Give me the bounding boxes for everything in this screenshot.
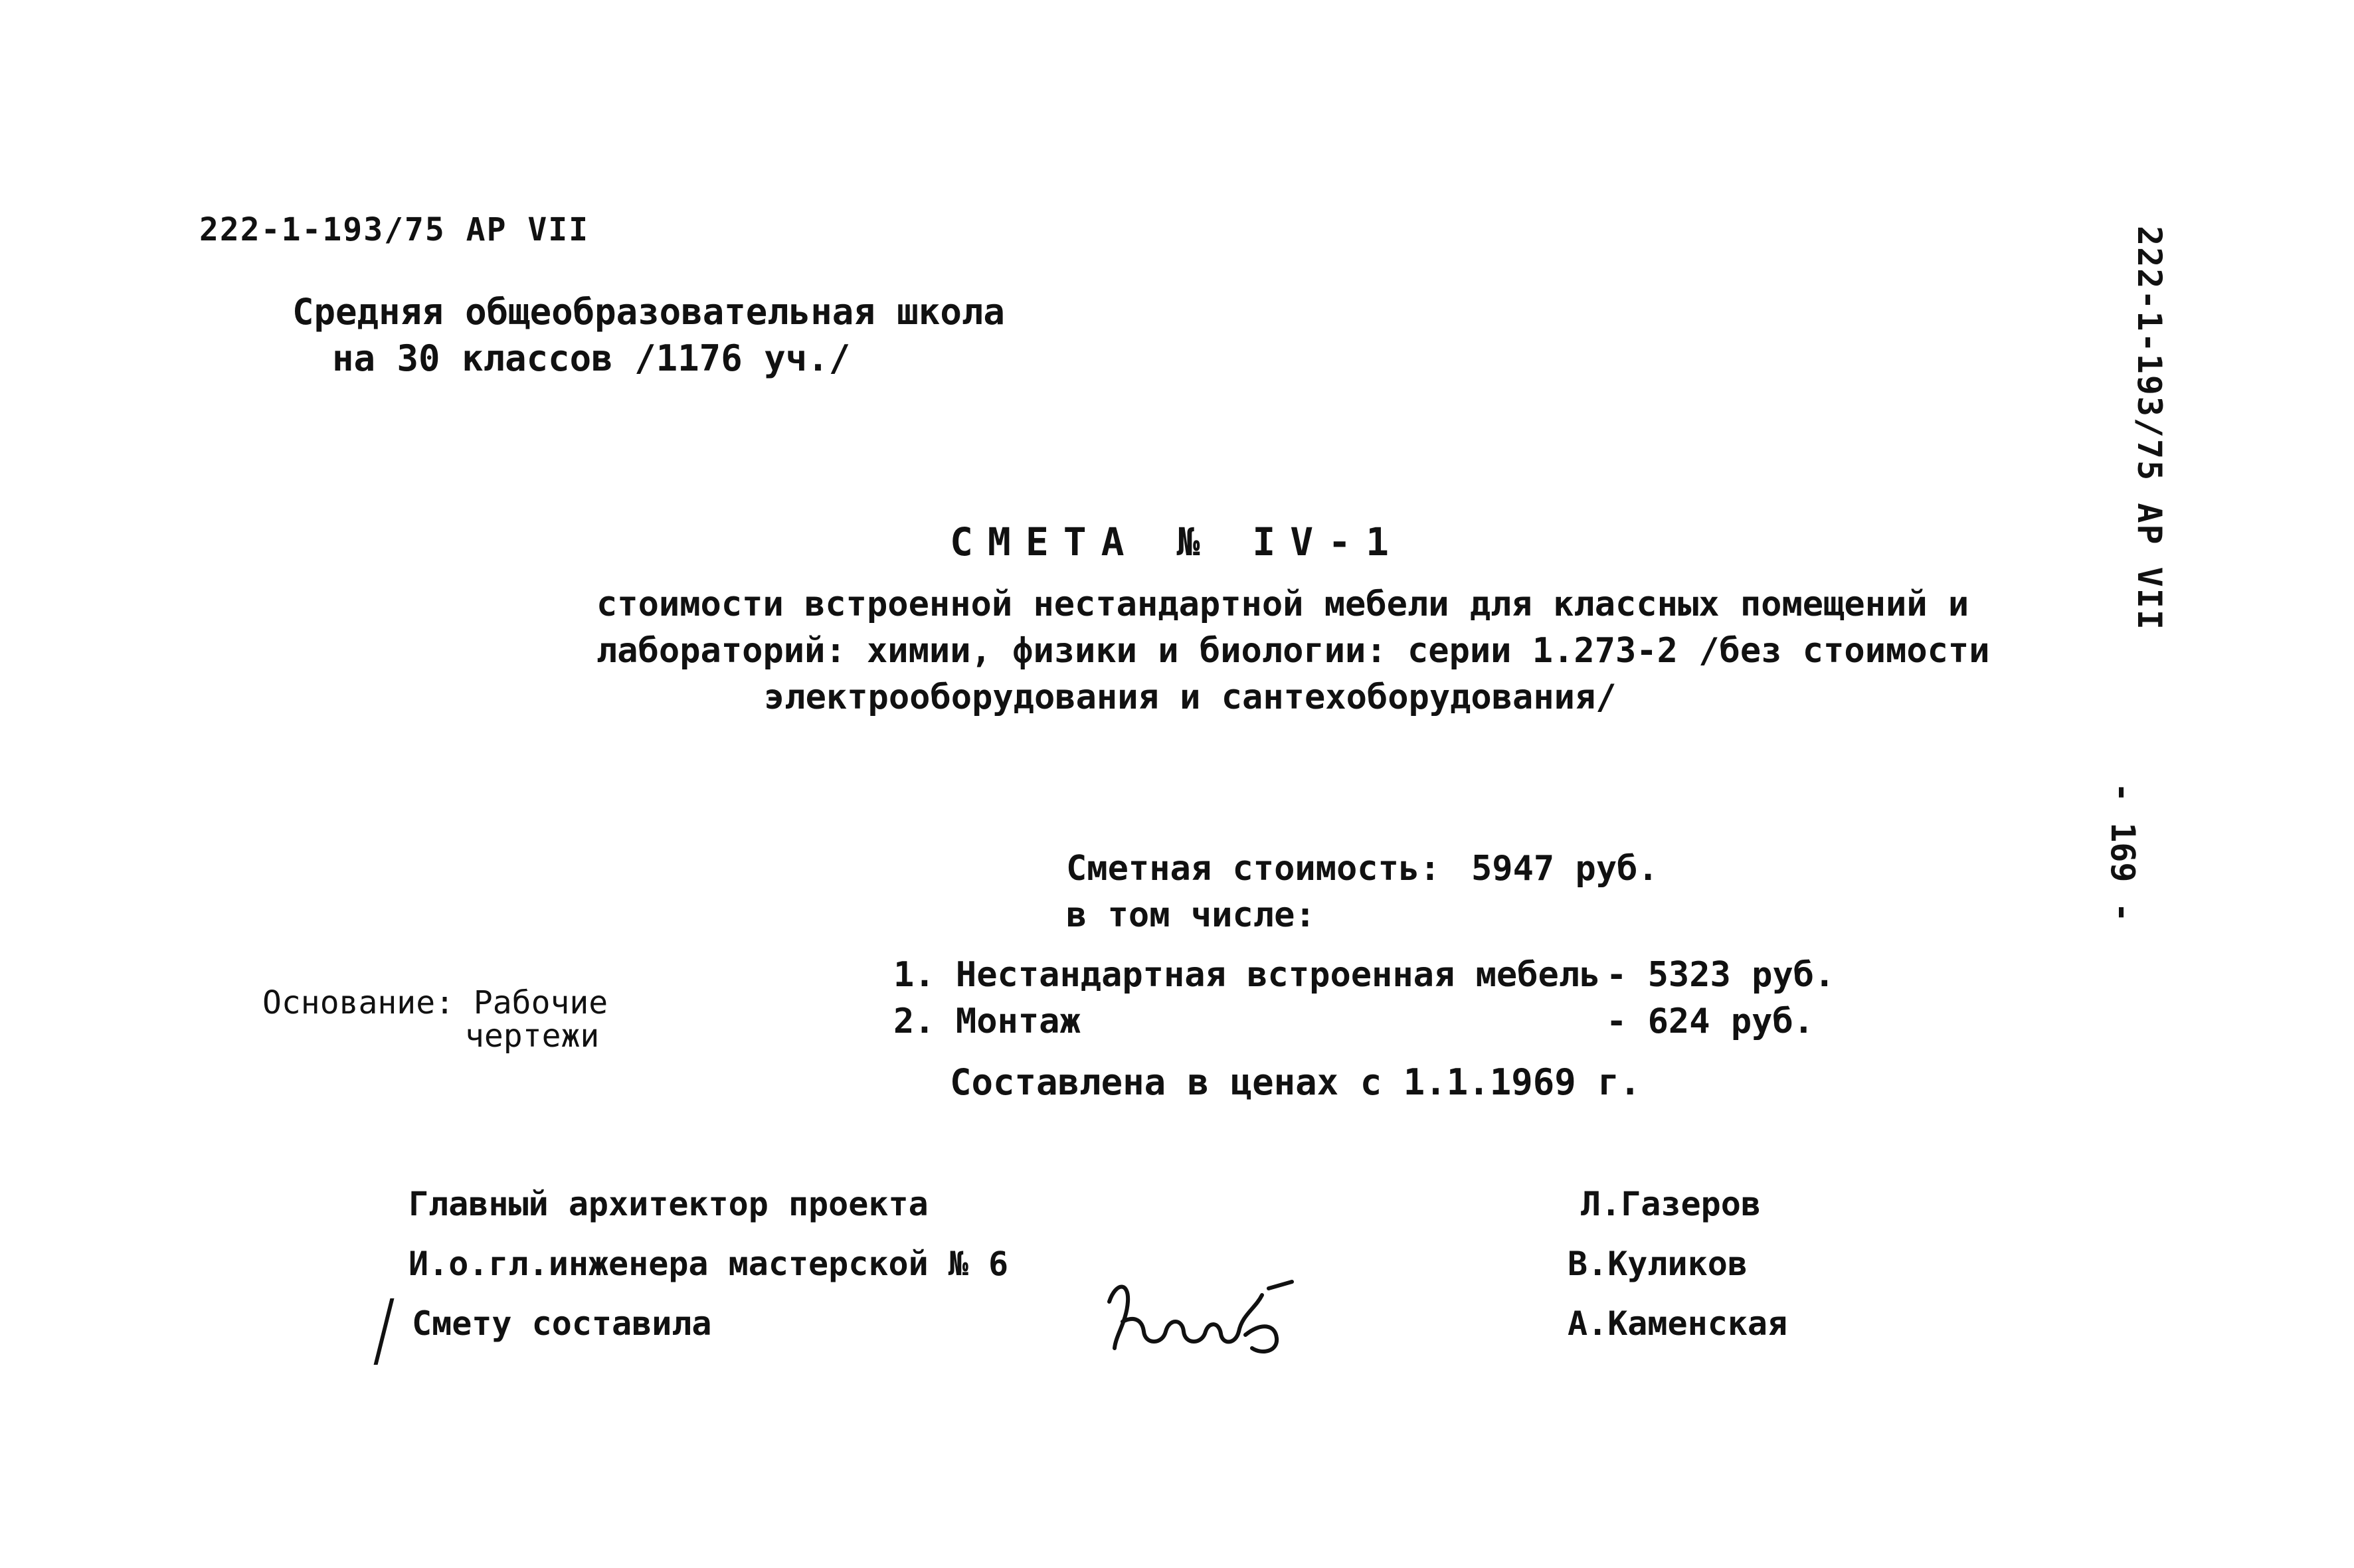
signature-role: Главный архитектор проекта — [408, 1185, 929, 1223]
including-label: в том числе: — [1066, 895, 1316, 935]
estimate-description-line2: лабораторий: химии, физики и биологии: серии 1.273-2 /без стоимости — [596, 631, 1990, 671]
total-cost-value: 5947 руб. — [1471, 849, 1659, 889]
document-code: 222-1-193/75 АР VII — [199, 211, 590, 248]
signature-name: Л.Газеров — [1581, 1185, 1761, 1223]
prices-note: Составлена в ценах с 1.1.1969 г. — [950, 1061, 1641, 1103]
estimate-description-line1: стоимости встроенной нестандартной мебели для классных помещений и — [596, 584, 1969, 624]
signature-role: Смету составила — [412, 1304, 712, 1343]
page-number: - 169 - — [2104, 782, 2142, 922]
signature-role: И.о.гл.инженера мастерской № 6 — [408, 1245, 1009, 1283]
basis-line1: Основание: Рабочие — [262, 984, 608, 1021]
basis-line2: чертежи — [465, 1017, 600, 1055]
estimate-title: СМЕТА № IV-1 — [950, 519, 1404, 565]
cost-item-value: - 5323 руб. — [1606, 955, 1835, 995]
signature-name: А.Каменская — [1568, 1304, 1788, 1343]
cost-item-label: 2. Монтаж — [893, 1002, 1081, 1041]
estimate-description-line3: электрооборудования и сантехоборудования/ — [764, 677, 1617, 717]
signature-name: В.Куликов — [1568, 1245, 1748, 1283]
school-name-line1: Средняя общеобразовательная школа — [292, 291, 1005, 333]
total-cost-label: Сметная стоимость: — [1066, 849, 1441, 889]
margin-document-code: 222-1-193/75 АР VII — [2130, 226, 2169, 631]
slash-mark — [374, 1298, 395, 1365]
cost-item-label: 1. Нестандартная встроенная мебель — [893, 955, 1601, 995]
cost-item-value: - 624 руб. — [1606, 1002, 1815, 1041]
school-name-line2: на 30 классов /1176 уч./ — [332, 337, 851, 379]
handwritten-signature — [1103, 1275, 1302, 1361]
